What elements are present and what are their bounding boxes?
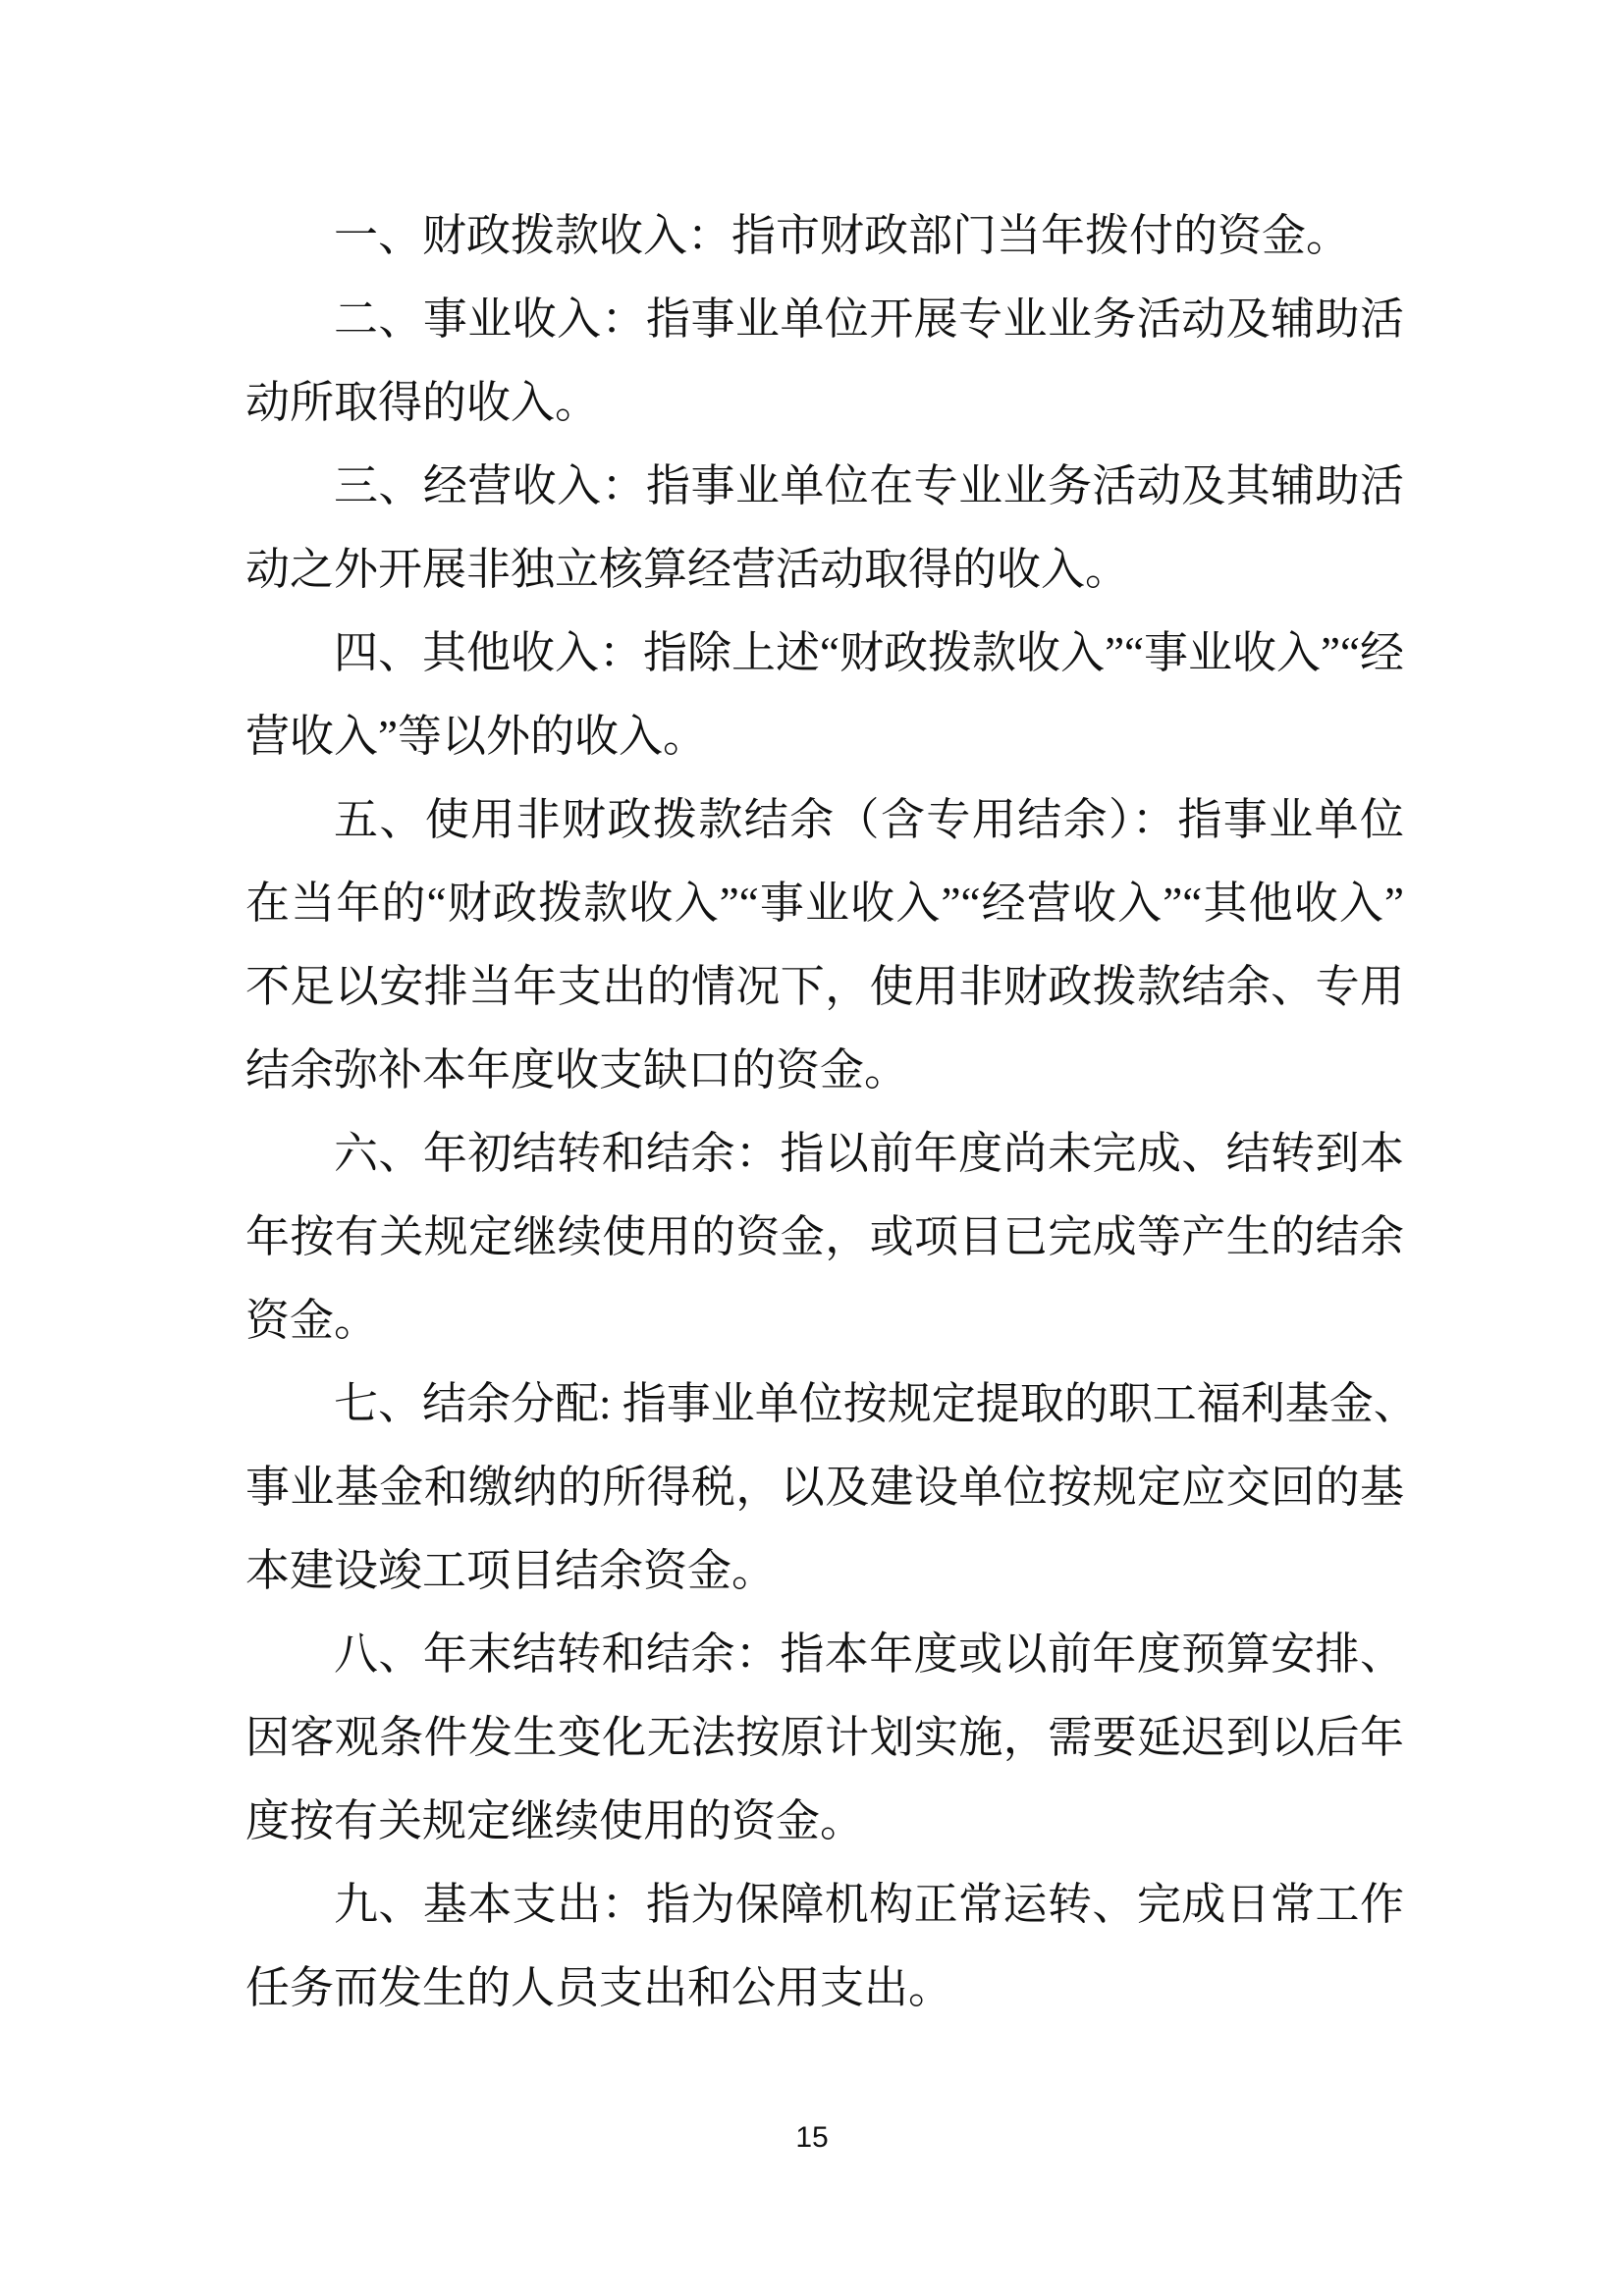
text-line: 一、财政拨款收入：指市财政部门当年拨付的资金。	[334, 211, 1351, 260]
text-line: 二、事业收入：指事业单位开展专业业务活动及辅助活	[334, 294, 1404, 344]
text-line: 八、年末结转和结余：指本年度或以前年度预算安排、	[334, 1629, 1404, 1679]
document-body	[245, 194, 1418, 2030]
text-line: 资金。	[245, 1296, 379, 1345]
text-line: 六、年初结转和结余：指以前年度尚未完成、结转到本	[334, 1129, 1404, 1178]
text-line: 动所取得的收入。	[245, 378, 600, 427]
text-line: 任务而发生的人员支出和公用支出。	[245, 1963, 953, 2012]
text-line: 不足以安排当年支出的情况下，使用非财政拨款结余、专用	[245, 962, 1404, 1011]
page-number: 15	[795, 2121, 829, 2154]
text-line: 度按有关规定继续使用的资金。	[245, 1796, 865, 1845]
text-line: 营收入”等以外的收入。	[245, 712, 707, 761]
text-line: 九、基本支出：指为保障机构正常运转、完成日常工作	[334, 1880, 1404, 1929]
text-line: 因客观条件发生变化无法按原计划实施，需要延迟到以后年	[245, 1713, 1404, 1762]
text-line: 五、使用非财政拨款结余（含专用结余）：指事业单位	[334, 795, 1404, 844]
text-line: 在当年的“财政拨款收入”“事业收入”“经营收入”“其他收入”	[245, 879, 1404, 928]
text-line: 七、结余分配: 指事业单位按规定提取的职工福利基金、	[334, 1379, 1418, 1428]
text-line: 四、其他收入：指除上述“财政拨款收入”“事业收入”“经	[334, 628, 1404, 677]
text-line: 结余弥补本年度收支缺口的资金。	[245, 1045, 909, 1095]
text-line: 本建设竣工项目结余资金。	[245, 1546, 777, 1595]
text-line: 动之外开展非独立核算经营活动取得的收入。	[245, 545, 1130, 594]
text-line: 年按有关规定继续使用的资金，或项目已完成等产生的结余	[245, 1212, 1404, 1261]
text-line: 事业基金和缴纳的所得税，以及建设单位按规定应交回的基	[245, 1463, 1404, 1512]
text-line: 三、经营收入：指事业单位在专业业务活动及其辅助活	[334, 461, 1404, 510]
